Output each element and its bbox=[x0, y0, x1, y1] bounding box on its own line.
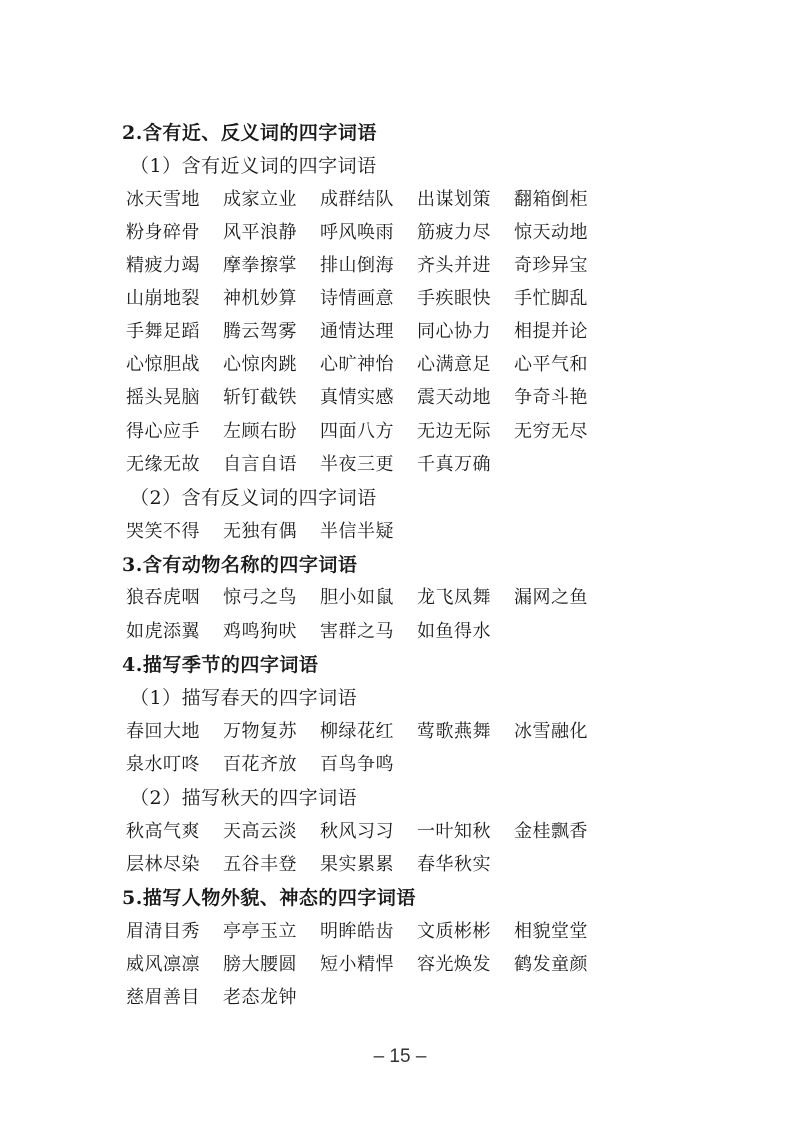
section-heading: 4.描写季节的四字词语 bbox=[122, 654, 319, 676]
idiom-term: 如虎添翼 bbox=[126, 621, 200, 642]
term-row bbox=[126, 317, 686, 343]
term-row bbox=[126, 284, 686, 310]
term-row bbox=[126, 218, 686, 244]
idiom-term: 龙飞凤舞 bbox=[417, 587, 491, 608]
idiom-term: 金桂飘香 bbox=[514, 821, 588, 842]
idiom-term: 相提并论 bbox=[514, 321, 588, 342]
idiom-term: 斩钉截铁 bbox=[223, 387, 297, 408]
idiom-term: 神机妙算 bbox=[223, 288, 297, 309]
idiom-term: 千真万确 bbox=[417, 454, 491, 475]
idiom-term: 膀大腰圆 bbox=[223, 954, 297, 975]
idiom-term: 漏网之鱼 bbox=[514, 587, 588, 608]
idiom-term: 争奇斗艳 bbox=[514, 387, 588, 408]
idiom-term: 齐头并进 bbox=[417, 255, 491, 276]
idiom-term: 害群之马 bbox=[320, 621, 394, 642]
idiom-term: 四面八方 bbox=[320, 421, 394, 442]
idiom-term: 无缘无故 bbox=[126, 454, 200, 475]
idiom-term: 哭笑不得 bbox=[126, 521, 200, 542]
term-row bbox=[126, 383, 686, 409]
idiom-term: 半信半疑 bbox=[320, 521, 394, 542]
section-heading: 3.含有动物名称的四字词语 bbox=[122, 554, 358, 576]
idiom-term: 万物复苏 bbox=[223, 721, 297, 742]
section-heading: 5.描写人物外貌、神态的四字词语 bbox=[122, 887, 416, 909]
idiom-term: 相貌堂堂 bbox=[514, 921, 588, 942]
idiom-term: 诗情画意 bbox=[320, 288, 394, 309]
idiom-term: 眉清目秀 bbox=[126, 921, 200, 942]
section-subheading: （1）含有近义词的四字词语 bbox=[130, 155, 377, 177]
idiom-term: 手忙脚乱 bbox=[514, 288, 588, 309]
idiom-term: 惊弓之鸟 bbox=[223, 587, 297, 608]
term-row bbox=[126, 950, 686, 976]
idiom-term: 天高云淡 bbox=[223, 821, 297, 842]
idiom-term: 容光焕发 bbox=[417, 954, 491, 975]
term-row bbox=[126, 417, 686, 443]
idiom-term: 秋高气爽 bbox=[126, 821, 200, 842]
idiom-term: 老态龙钟 bbox=[223, 987, 297, 1008]
idiom-term: 手疾眼快 bbox=[417, 288, 491, 309]
idiom-term: 冰雪融化 bbox=[514, 721, 588, 742]
idiom-term: 风平浪静 bbox=[223, 222, 297, 243]
idiom-term: 莺歌燕舞 bbox=[417, 721, 491, 742]
idiom-term: 文质彬彬 bbox=[417, 921, 491, 942]
idiom-term: 腾云驾雾 bbox=[223, 321, 297, 342]
idiom-term: 心惊肉跳 bbox=[223, 354, 297, 375]
term-row bbox=[126, 185, 686, 211]
section-subheading: （2）含有反义词的四字词语 bbox=[130, 487, 377, 509]
term-row bbox=[126, 917, 686, 943]
idiom-term: 摇头晃脑 bbox=[126, 387, 200, 408]
term-row bbox=[126, 850, 686, 876]
idiom-term: 鸡鸣狗吠 bbox=[223, 621, 297, 642]
section-subheading: （2）描写秋天的四字词语 bbox=[130, 787, 358, 809]
idiom-term: 冰天雪地 bbox=[126, 189, 200, 210]
idiom-term: 精疲力竭 bbox=[126, 255, 200, 276]
idiom-term: 短小精悍 bbox=[320, 954, 394, 975]
idiom-term: 无边无际 bbox=[417, 421, 491, 442]
idiom-term: 心满意足 bbox=[417, 354, 491, 375]
idiom-term: 百鸟争鸣 bbox=[320, 754, 394, 775]
idiom-term: 无穷无尽 bbox=[514, 421, 588, 442]
idiom-term: 震天动地 bbox=[417, 387, 491, 408]
term-row bbox=[126, 617, 686, 643]
term-row bbox=[126, 350, 686, 376]
idiom-term: 柳绿花红 bbox=[320, 721, 394, 742]
idiom-term: 筋疲力尽 bbox=[417, 222, 491, 243]
idiom-term: 通情达理 bbox=[320, 321, 394, 342]
idiom-term: 秋风习习 bbox=[320, 821, 394, 842]
idiom-term: 奇珍异宝 bbox=[514, 255, 588, 276]
term-row bbox=[126, 450, 686, 476]
term-row bbox=[126, 583, 686, 609]
idiom-term: 自言自语 bbox=[223, 454, 297, 475]
idiom-term: 胆小如鼠 bbox=[320, 587, 394, 608]
idiom-term: 一叶知秋 bbox=[417, 821, 491, 842]
section-subheading: （1）描写春天的四字词语 bbox=[130, 687, 358, 709]
idiom-term: 泉水叮咚 bbox=[126, 754, 200, 775]
idiom-term: 心惊胆战 bbox=[126, 354, 200, 375]
idiom-term: 心旷神怡 bbox=[320, 354, 394, 375]
term-row bbox=[126, 750, 686, 776]
idiom-term: 百花齐放 bbox=[223, 754, 297, 775]
idiom-term: 手舞足蹈 bbox=[126, 321, 200, 342]
term-row bbox=[126, 817, 686, 843]
idiom-term: 左顾右盼 bbox=[223, 421, 297, 442]
term-row bbox=[126, 717, 686, 743]
idiom-term: 成群结队 bbox=[320, 189, 394, 210]
term-row bbox=[126, 251, 686, 277]
idiom-term: 排山倒海 bbox=[320, 255, 394, 276]
idiom-term: 真情实感 bbox=[320, 387, 394, 408]
idiom-term: 春回大地 bbox=[126, 721, 200, 742]
section-heading: 2.含有近、反义词的四字词语 bbox=[122, 122, 377, 144]
idiom-term: 层林尽染 bbox=[126, 854, 200, 875]
idiom-term: 春华秋实 bbox=[417, 854, 491, 875]
idiom-term: 同心协力 bbox=[417, 321, 491, 342]
idiom-term: 呼风唤雨 bbox=[320, 222, 394, 243]
idiom-term: 鹤发童颜 bbox=[514, 954, 588, 975]
idiom-term: 惊天动地 bbox=[514, 222, 588, 243]
idiom-term: 心平气和 bbox=[514, 354, 588, 375]
idiom-term: 明眸皓齿 bbox=[320, 921, 394, 942]
idiom-term: 成家立业 bbox=[223, 189, 297, 210]
idiom-term: 果实累累 bbox=[320, 854, 394, 875]
idiom-term: 狼吞虎咽 bbox=[126, 587, 200, 608]
term-row bbox=[126, 517, 686, 543]
idiom-term: 得心应手 bbox=[126, 421, 200, 442]
idiom-term: 山崩地裂 bbox=[126, 288, 200, 309]
idiom-term: 慈眉善目 bbox=[126, 987, 200, 1008]
page-number: – 15 – bbox=[373, 1046, 427, 1067]
idiom-term: 如鱼得水 bbox=[417, 621, 491, 642]
idiom-term: 无独有偶 bbox=[223, 521, 297, 542]
idiom-term: 粉身碎骨 bbox=[126, 222, 200, 243]
idiom-term: 五谷丰登 bbox=[223, 854, 297, 875]
term-row bbox=[126, 983, 686, 1009]
idiom-term: 半夜三更 bbox=[320, 454, 394, 475]
idiom-term: 出谋划策 bbox=[417, 189, 491, 210]
idiom-term: 摩拳擦掌 bbox=[223, 255, 297, 276]
idiom-term: 翻箱倒柜 bbox=[514, 189, 588, 210]
idiom-term: 威风凛凛 bbox=[126, 954, 200, 975]
idiom-term: 亭亭玉立 bbox=[223, 921, 297, 942]
